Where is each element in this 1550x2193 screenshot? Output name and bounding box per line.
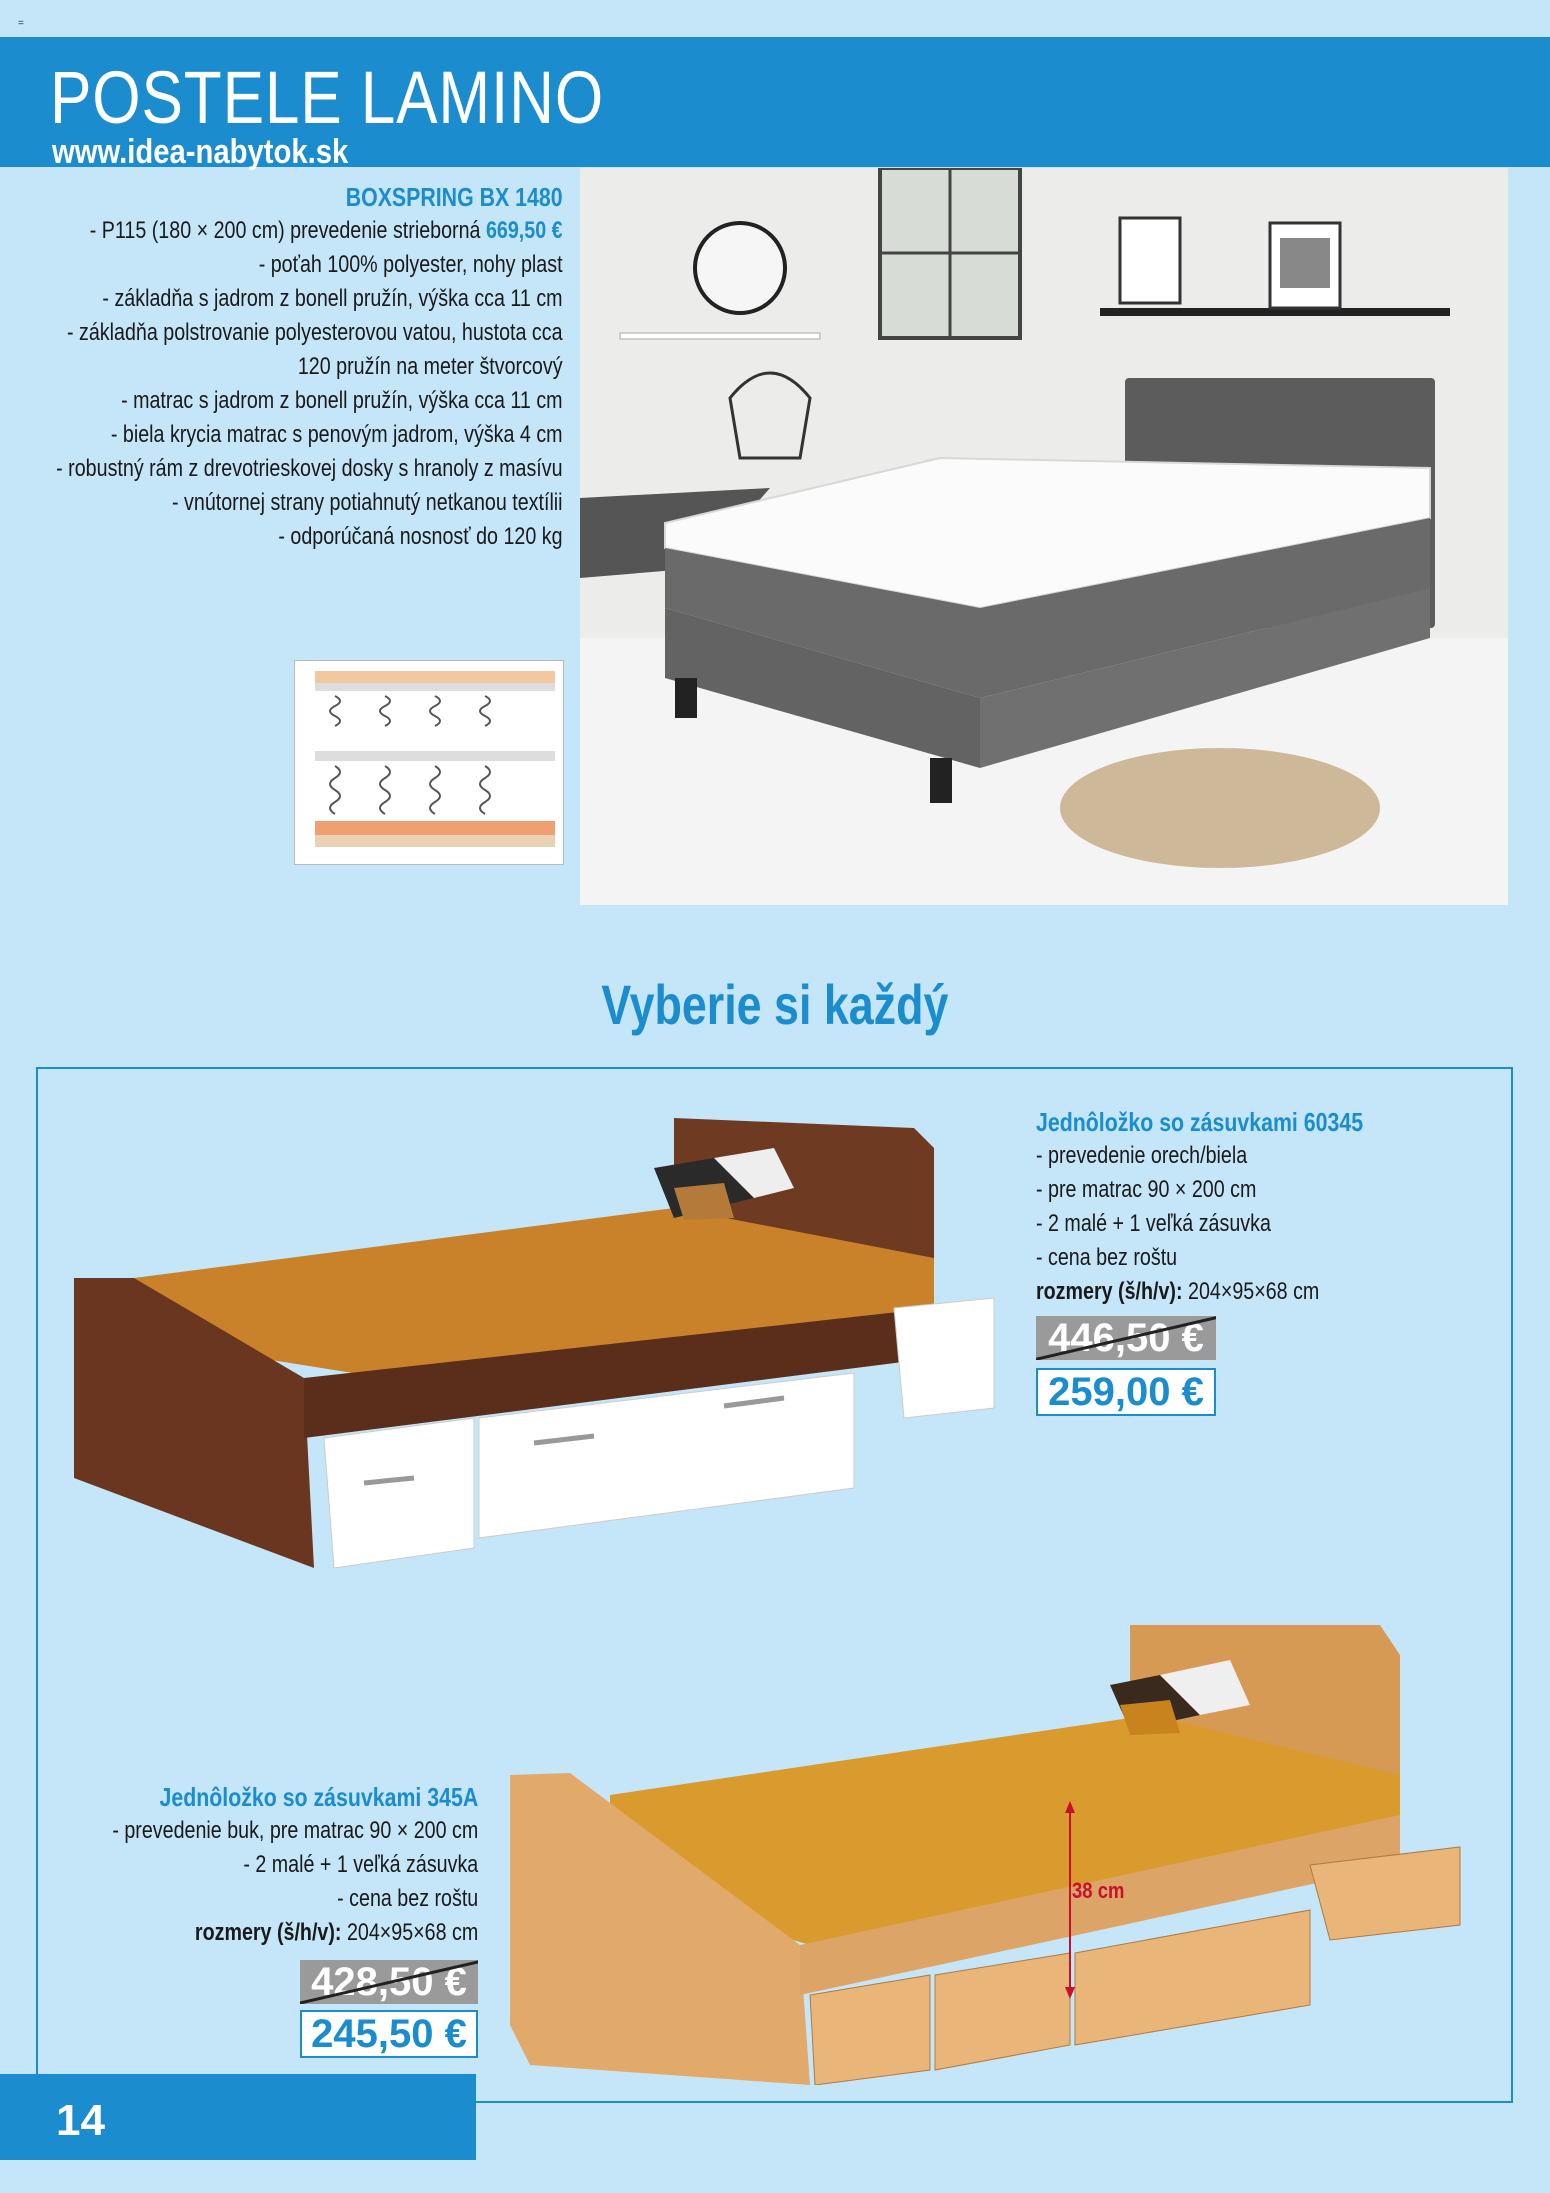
feature-line: - poťah 100% polyester, nohy plast — [259, 251, 563, 278]
feature-line: - základňa s jadrom z bonell pružín, výška cca 11 cm — [102, 285, 563, 312]
old-price: 446,50 € — [1036, 1316, 1216, 1360]
feature-line: - pre matrac 90 × 200 cm — [1036, 1176, 1257, 1203]
old-price: 428,50 € — [300, 1960, 478, 2004]
sale-price: 245,50 € — [300, 2010, 478, 2058]
feature-line: - 2 malé + 1 veľká zásuvka — [243, 1851, 478, 1878]
spring-diagram — [294, 660, 564, 865]
dimensions-line — [1036, 1275, 1363, 1309]
section-heading: Vyberie si každý — [601, 973, 949, 1036]
height-annotation: 38 cm — [1072, 1878, 1125, 1903]
feature-line: - 2 malé + 1 veľká zásuvka — [1036, 1210, 1271, 1237]
product-title: Jednôložko so zásuvkami 60345 — [1036, 1107, 1364, 1137]
feature-line: - robustný rám z drevotrieskovej dosky s hranoly z masívu — [56, 455, 563, 482]
boxspring-description — [0, 180, 563, 554]
feature-line: - biela krycia matrac s penovým jadrom, výška 4 cm — [111, 421, 564, 448]
page-header — [0, 37, 1550, 171]
page-number: 14 — [56, 2096, 105, 2145]
sale-price: 259,00 € — [1036, 1368, 1216, 1416]
feature-line: - cena bez roštu — [1036, 1244, 1178, 1271]
product-60345-description — [1036, 1105, 1435, 1309]
website-url: www.idea-nabytok.sk — [52, 133, 349, 171]
feature-line: - základňa polstrovanie polyesterovou vatou, hustota cca — [67, 319, 563, 346]
boxspring-photo — [580, 168, 1508, 905]
boxspring-price: 669,50 € — [486, 217, 563, 244]
page-title: POSTELE LAMINO — [50, 56, 605, 139]
feature-line: - matrac s jadrom z bonell pružín, výška cca 11 cm — [121, 387, 563, 414]
feature-line: - vnútornej strany potiahnutý netkanou textílii — [172, 489, 563, 516]
dimensions-line — [112, 1916, 478, 1950]
corner-mark: = — [18, 18, 24, 29]
variant-text: - P115 (180 × 200 cm) prevedenie strieborná — [90, 217, 487, 244]
feature-line: - odporúčaná nosnosť do 120 kg — [278, 523, 563, 550]
product-title: Jednôložko so zásuvkami 345A — [159, 1782, 478, 1812]
feature-line: 120 pružín na meter štvorcový — [298, 353, 563, 380]
product-345a-description — [32, 1780, 478, 1950]
bed-345a-image — [510, 1615, 1470, 2085]
feature-line: - cena bez roštu — [336, 1885, 478, 1912]
boxspring-variant — [57, 214, 563, 248]
bed-60345-image — [74, 1108, 1004, 1568]
dimensions-label: rozmery (š/h/v): — [194, 1919, 342, 1946]
feature-line: - prevedenie orech/biela — [1036, 1142, 1248, 1169]
dimensions-value: 204×95×68 cm — [341, 1919, 478, 1946]
dimensions-value: 204×95×68 cm — [1182, 1278, 1320, 1305]
dimensions-label: rozmery (š/h/v): — [1036, 1278, 1183, 1305]
feature-line: - prevedenie buk, pre matrac 90 × 200 cm — [112, 1817, 478, 1844]
page-footer — [0, 2074, 476, 2160]
boxspring-title: BOXSPRING BX 1480 — [346, 182, 563, 212]
